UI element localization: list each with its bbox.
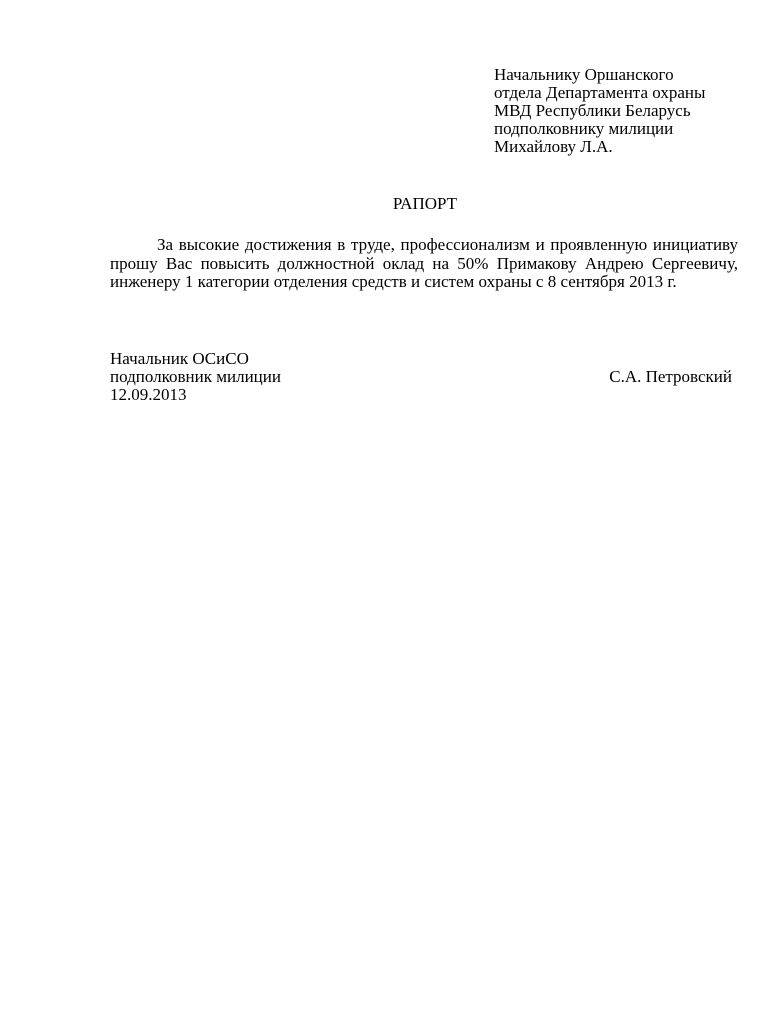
signer-rank-row (110, 368, 732, 386)
signer-name: С.А. Петровский (609, 367, 732, 386)
addressee-line-5: Михайлову Л.А. (494, 137, 613, 156)
addressee-line-1: Начальнику Оршанского (494, 65, 674, 84)
signer-rank: подполковник милиции (110, 367, 281, 386)
addressee-line-3: МВД Республики Беларусь (494, 101, 691, 120)
signature-block (110, 350, 732, 404)
addressee-line-4: подполковнику милиции (494, 119, 674, 138)
document-date: 12.09.2013 (110, 385, 187, 404)
document-title: РАПОРТ (392, 194, 458, 213)
addressee-line-2: отдела Департамента охраны (494, 83, 706, 102)
signer-position: Начальник ОСиСО (110, 349, 249, 368)
addressee-block (494, 66, 705, 156)
document-body: За высокие достижения в труде, профессионализм и проявленную инициативу прошу Вас повысить должностной оклад на 50% Примакову Андрею Сергеевичу, инженеру 1 категории отделения средств и систем охраны с 8 сентября 2013 г. (110, 235, 738, 291)
